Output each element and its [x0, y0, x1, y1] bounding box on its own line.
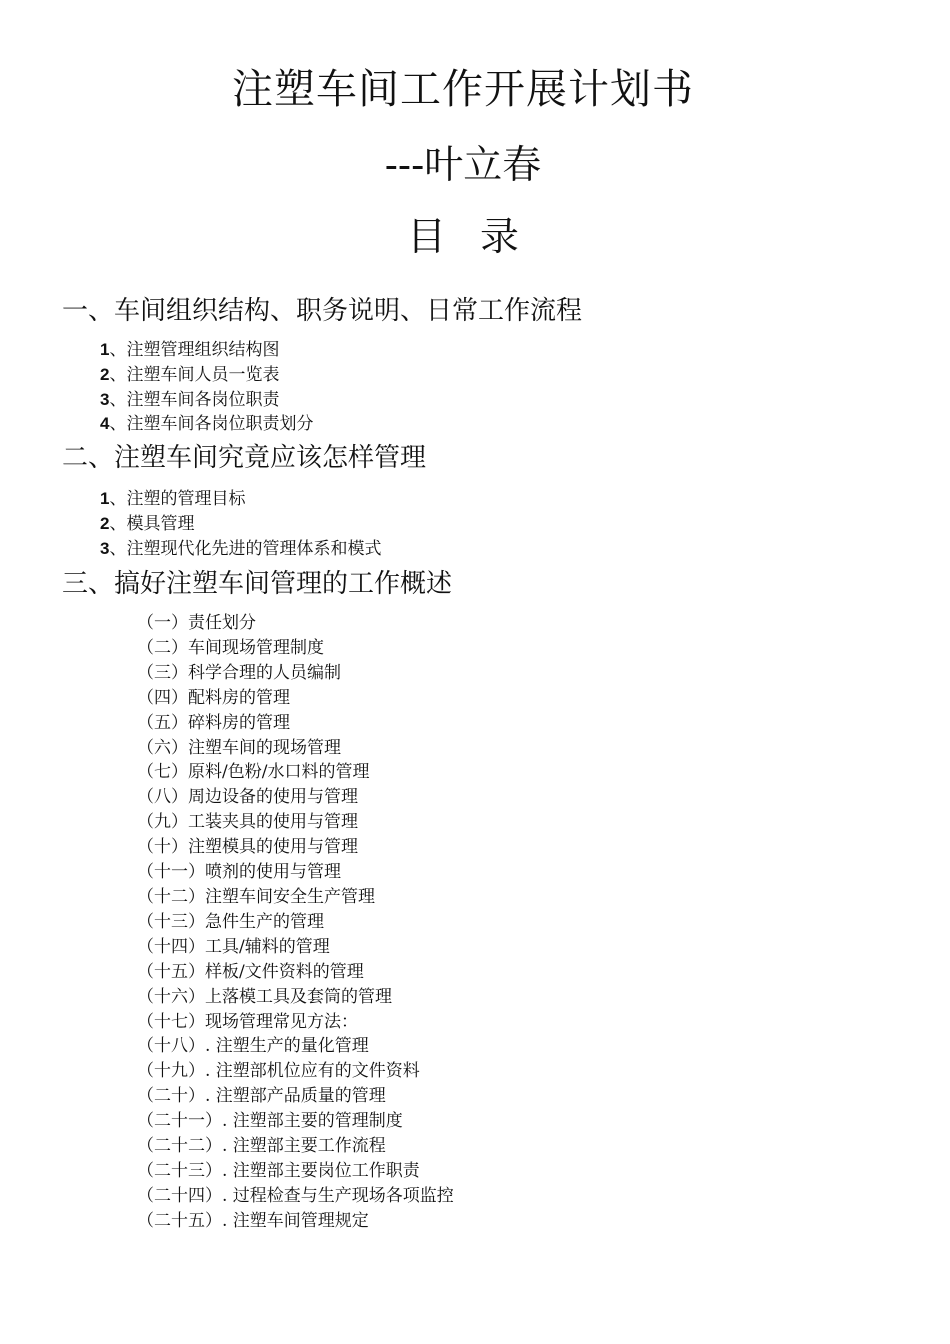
toc-item: （十二）注塑车间安全生产管理 [137, 886, 375, 907]
item-number: 2 [100, 513, 110, 533]
toc-item [100, 338, 313, 363]
toc-item [100, 512, 381, 537]
toc-item: （九）工装夹具的使用与管理 [137, 812, 358, 833]
item-number: 3 [100, 389, 110, 409]
toc-item: （二十一）. 注塑部主要的管理制度 [137, 1111, 403, 1132]
item-text: 、注塑现代化先进的管理体系和模式 [109, 538, 382, 559]
toc-item: （二十二）. 注塑部主要工作流程 [137, 1136, 386, 1157]
toc-item: （十一）喷剂的使用与管理 [137, 862, 341, 883]
toc-item: （十七）现场管理常见方法： [137, 1011, 358, 1032]
toc-item: （五）碎料房的管理 [137, 712, 290, 733]
toc-item [100, 388, 313, 413]
toc-item: （十九）. 注塑部机位应有的文件资料 [137, 1061, 420, 1082]
toc-heading: 目录 [406, 215, 553, 260]
section-heading-3: 三、搞好注塑车间管理的工作概述 [62, 569, 453, 599]
section-2-item-list [100, 487, 381, 561]
item-text: 、注塑管理组织结构图 [109, 340, 280, 360]
toc-item: （十八）. 注塑生产的量化管理 [137, 1036, 369, 1057]
toc-item: （十三）急件生产的管理 [137, 911, 324, 932]
section-1-item-list [100, 338, 313, 437]
item-text: 、模具管理 [109, 513, 195, 534]
section-heading-1: 一、车间组织结构、职务说明、日常工作流程 [62, 296, 583, 326]
toc-item [100, 537, 381, 562]
section-heading-2: 二、注塑车间究竟应该怎样管理 [62, 443, 427, 473]
item-number: 1 [100, 340, 110, 359]
toc-item: （二十四）. 过程检查与生产现场各项监控 [137, 1185, 454, 1206]
author-line: ---叶立春 [384, 143, 542, 188]
item-number: 3 [100, 538, 110, 558]
item-text: 、注塑车间各岗位职责 [109, 389, 280, 410]
toc-item: （十四）工具/辅料的管理 [137, 936, 330, 957]
toc-item [100, 363, 313, 388]
toc-item: （三）科学合理的人员编制 [137, 662, 341, 683]
toc-item: （十五）样板/文件资料的管理 [137, 961, 364, 982]
toc-item: （二十三）. 注塑部主要岗位工作职责 [137, 1160, 420, 1181]
item-text: 、注塑车间各岗位职责划分 [109, 414, 314, 435]
item-text: 、注塑的管理目标 [109, 489, 246, 509]
item-number: 2 [100, 364, 110, 384]
toc-item: （四）配料房的管理 [137, 687, 290, 708]
toc-item [100, 487, 381, 512]
toc-item: （十）注塑模具的使用与管理 [137, 837, 358, 858]
toc-item: （七）原料/色粉/水口料的管理 [137, 762, 370, 783]
toc-item [100, 412, 313, 437]
item-text: 、注塑车间人员一览表 [109, 364, 280, 385]
toc-item: （八）周边设备的使用与管理 [137, 787, 358, 808]
toc-item: （一）责任划分 [137, 613, 256, 633]
toc-item: （六）注塑车间的现场管理 [137, 737, 341, 758]
toc-item: （二十五）. 注塑车间管理规定 [137, 1210, 369, 1231]
section-3-item-list [137, 611, 454, 1234]
toc-item: （十六）上落模工具及套筒的管理 [137, 986, 392, 1007]
item-number: 1 [100, 489, 110, 508]
toc-item: （二）车间现场管理制度 [137, 637, 324, 658]
toc-item: （二十）. 注塑部产品质量的管理 [137, 1086, 386, 1107]
document-title: 注塑车间工作开展计划书 [232, 65, 694, 113]
item-number: 4 [100, 414, 110, 434]
